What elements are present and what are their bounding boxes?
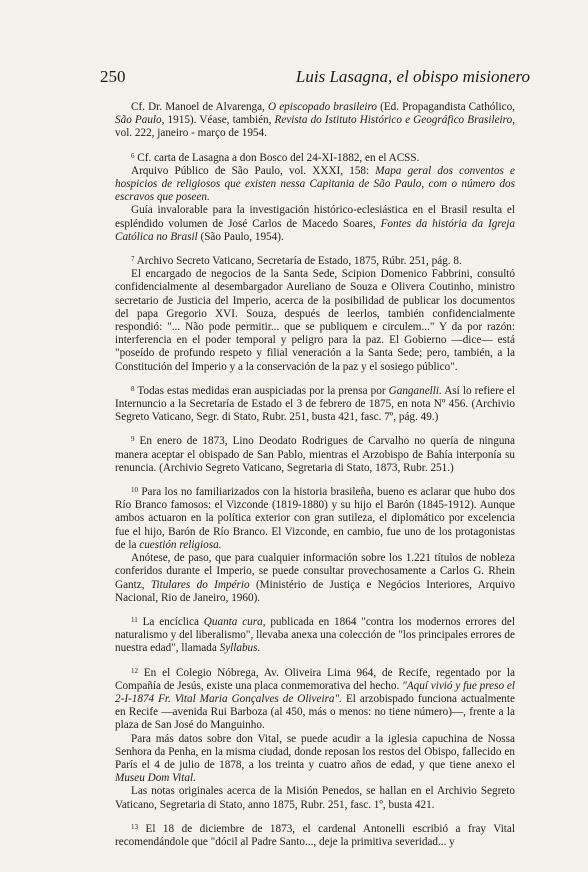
italic-text: Titulares do Império <box>150 578 250 591</box>
footnote-paragraph <box>115 614 515 656</box>
footnote-paragraph <box>115 733 515 786</box>
italic-text: Syllabus. <box>219 642 261 655</box>
text-run: El arzobispado funciona actualmente en Recife —avenida Rui Barboza (al 450, más o menos: no tiene número)—, frente a la plaza de San José do Manguinho. <box>115 692 515 732</box>
italic-text: O episcopado brasileiro <box>268 101 378 113</box>
footnote-marker: 6 <box>131 151 135 160</box>
footnote-paragraph <box>115 165 515 205</box>
footnote-paragraph <box>115 484 515 552</box>
footnote-paragraph <box>115 665 515 733</box>
footnote-paragraph <box>115 150 515 165</box>
italic-text: Mapa geral dos conventos e hospicios de religiosos que existen nessa Capitania de São Paulo, com o número dos escravos que poseen. <box>115 164 515 204</box>
text-run: El 18 de diciembre de 1873, el cardenal Antonelli escribió a fray Vital recomendándole que "dócil al Padre Santo..., deje la primitiva severidad... y <box>115 822 515 848</box>
text-run: En el Colegio Nóbrega, Av. Oliveira Lima 964, de Recife, regentado por la Compañía de Jesús, existe una placa conmemorativa del hecho. <box>115 666 515 692</box>
footnote-paragraph <box>115 268 515 374</box>
text-run: En enero de 1873, Lino Deodato Rodrigues de Carvalho no quería de ninguna manera aceptar el obispado de San Pablo, mientras el Arzobispo de Bahía interponía su renuncia. (Archivio Segreto Vaticano, Segretaria di Stato, 1873, Rubr. 251.) <box>115 435 515 474</box>
footnote-paragraph <box>115 821 515 849</box>
text-run: (Ed. Propagandista Cathólico, <box>377 101 515 113</box>
footnote-marker: 13 <box>131 822 138 831</box>
running-title: Luis Lasagna, el obispo misionero <box>295 67 530 86</box>
footnote-marker: 7 <box>131 255 135 264</box>
italic-text: Quanta cura, <box>203 615 266 628</box>
text-run: Guía invalorable para la investigación histórico-eclesiástica en el Brasil resulta el espléndido volumen de José Carlos de Macedo Soares, <box>115 204 515 230</box>
text-run: El encargado de negocios de la Santa Sede, Scipion Domenico Fabbrini, consultó confidencialmente al desembargador Aureliano de Souza e Olivera Coutinho, ministro secretario de Justicia del Imperio, acerca de la posibilidad de publicar los documentos del papa Gregorio XVI. Souza, después de leerlos, también confidencialmente respondió: "... Não pode permitir... que se publiquem e circulem..." Y da por razón: interferencia en el poder temporal y peligro para la paz. El Gobierno —dice— está "poseído de profundo respeto y filial veneración a la Santa Sede; pero, también, a la Constitución del Imperio y a la conservación de la paz y el sosiego público". <box>115 268 515 373</box>
italic-text: Fontes da história da Igreja Católica no Brasil <box>115 217 515 243</box>
text-run: (São Paulo, 1954). <box>197 230 284 243</box>
italic-text: Museu Dom Vital. <box>115 772 196 785</box>
text-run: Archivo Secreto Vaticano, Secretaría de Estado, 1875, Rúbr. 251, pág. 8. <box>134 255 462 268</box>
text-run: Anótese, de paso, que para cualquier información sobre los 1.221 títulos de nobleza conferidos durante el Imperio, se puede consultar provechosamente a Carlos G. Rhein Gantz, <box>115 552 515 591</box>
footnote-marker: 11 <box>131 615 138 624</box>
page-header <box>100 66 530 90</box>
text-run: Cf. carta de Lasagna a don Bosco del 24-XI-1882, en el ACSS. <box>134 151 420 164</box>
footnote-paragraph <box>115 253 515 268</box>
italic-text: São Paulo, <box>115 114 165 127</box>
text-run: La encíclica <box>137 615 204 628</box>
text-run: vol. 222, janeiro - março de 1954. <box>115 127 267 140</box>
italic-text: Ganganelli. <box>388 384 442 397</box>
text-run: Las notas originales acerca de la Misión Penedos, se hallan en el Archivio Segreto Vaticano, Segretaria di Stato, anno 1875, Rubr. 251, fasc. 1º, busta 421. <box>115 785 515 811</box>
footnote-paragraph <box>115 433 515 475</box>
text-run: Para más datos sobre don Vital, se puede acudir a la iglesia capuchina de Nossa Senhora da Penha, en la misma ciudad, donde reposan los restos del Obispo, fallecido en París el 4 de julio de 1878, a los treinta y cuatro años de edad, y que tiene anexo el <box>115 732 515 771</box>
footnotes-body <box>115 101 515 849</box>
footnote-marker: 10 <box>131 486 138 495</box>
text-run: Así lo refiere el Internuncio a la Secretaría de Estado el 3 de febrero de 1875, en nota Nº 456. (Archivio Segreto Vaticano, Segr. di Stato, Rubr. 251, busta 421, fasc. 7º, pág. 49.) <box>115 384 515 424</box>
text-run: Arquivo Público de São Paulo, vol. XXXI, 158: <box>131 164 376 177</box>
footnote-marker: 12 <box>131 666 138 675</box>
footnote-paragraph <box>115 383 515 425</box>
footnote-paragraph <box>115 204 515 244</box>
text-run: Cf. Dr. Manoel de Alvarenga, <box>131 101 269 113</box>
footnote-marker: 8 <box>131 384 135 393</box>
text-run: Para los no familiarizados con la historia brasileña, bueno es aclarar que hubo dos Río Branco famosos: el Vizconde (1819-1880) y su hijo el Barón (1845-1912). Aunque ambos actuaron en la política exterior con gran sutileza, el diplomático por excelencia fue el hijo, Barón de Río Branco. El Vizconde, en cambio, fue uno de los protagonistas de la <box>115 486 515 551</box>
page-number: 250 <box>100 67 126 86</box>
footnote-marker: 9 <box>131 435 135 444</box>
footnote-paragraph <box>115 101 515 141</box>
text-run: 1915). Véase, también, <box>164 114 275 127</box>
italic-text: "Aquí vivió y fue preso el 2-I-1874 Fr. Vital Maria Gonçalves de Oliveira". <box>115 679 515 705</box>
italic-text: cuestión religiosa. <box>139 538 222 551</box>
text-run: publicada en 1864 "contra los modernos errores del naturalismo y del liberalismo", llevaba anexa una colección de "los principales errores de nuestra edad", llamada <box>115 615 515 655</box>
footnote-paragraph <box>115 785 515 811</box>
footnote-paragraph <box>115 552 515 605</box>
text-run: Todas estas medidas eran auspiciadas por la prensa por <box>134 384 389 397</box>
italic-text: Revista do Istituto Histórico e Geográfico Brasileiro, <box>274 114 515 127</box>
text-run: (Ministério de Justiça e Negócios Interiores, Arquivo Nacional, Rio de Janeiro, 1960). <box>115 578 515 604</box>
